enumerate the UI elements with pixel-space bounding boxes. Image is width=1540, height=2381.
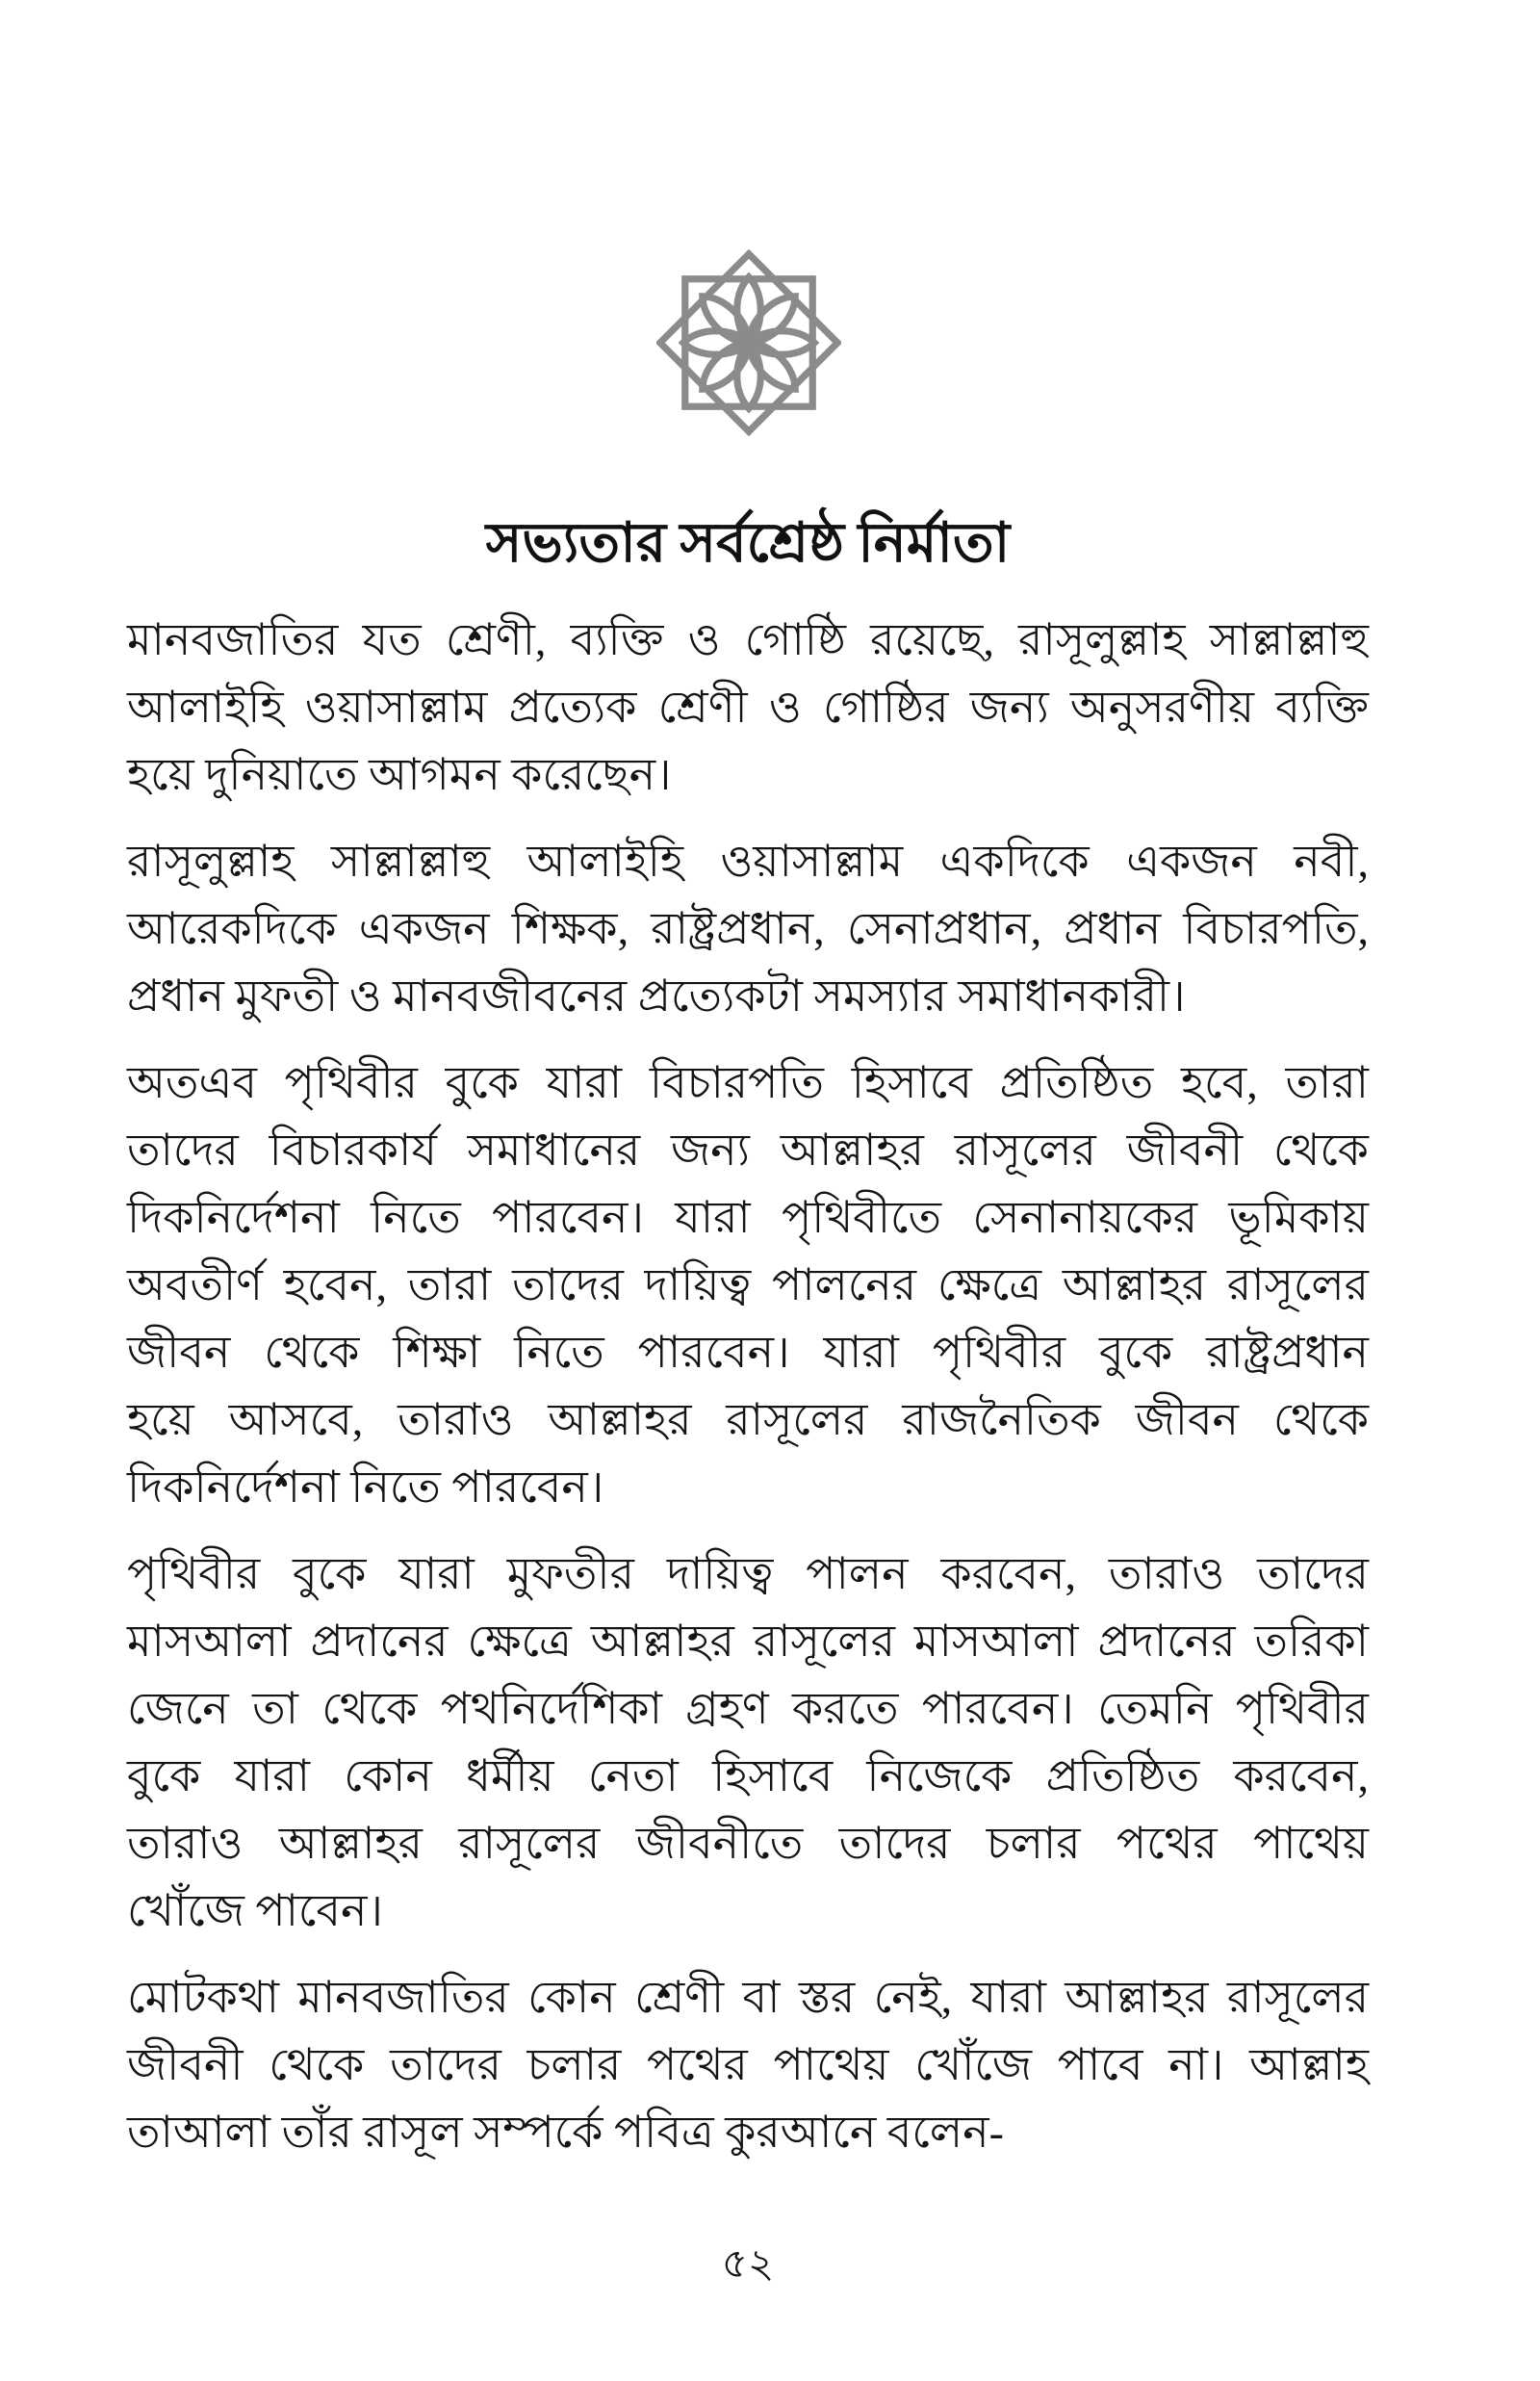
text-line: মোটকথা মানবজাতির কোন শ্রেণী বা স্তর নেই, যারা আল্লাহর রাসূলের	[127, 1973, 1369, 2022]
text-line: তারাও আল্লাহর রাসূলের জীবনীতে তাদের চলার পথের পাথেয়	[127, 1819, 1369, 1868]
text-line: জেনে তা থেকে পথনির্দেশিকা গ্রহণ করতে পারবেন। তেমনি পৃথিবীর	[127, 1684, 1369, 1733]
text-line: তাআলা তাঁর রাসূল সম্পর্কে পবিত্র কুরআনে বলেন-	[127, 2108, 1004, 2157]
page-number: ৫২	[721, 2242, 775, 2287]
paragraph	[127, 607, 1369, 809]
text-line: জীবন থেকে শিক্ষা নিতে পারবেন। যারা পৃথিবীর বুকে রাষ্ট্রপ্রধান	[127, 1328, 1369, 1377]
petals	[683, 277, 814, 408]
body-text	[127, 607, 1369, 2186]
text-line: পৃথিবীর বুকে যারা মুফতীর দায়িত্ব পালন করবেন, তারাও তাদের	[127, 1549, 1369, 1598]
chapter-title: সভ্যতার সর্বশ্রেষ্ঠ নির্মাতা	[485, 513, 1011, 574]
lotus-star-ornament-icon	[656, 248, 841, 437]
text-line: দিকনির্দেশনা নিতে পারবেন। যারা পৃথিবীতে সেনানায়কের ভূমিকায়	[127, 1193, 1369, 1242]
text-line: অবতীর্ণ হবেন, তারা তাদের দায়িত্ব পালনের ক্ষেত্রে আল্লাহর রাসূলের	[127, 1260, 1369, 1309]
paragraph	[127, 1049, 1369, 1521]
text-line: দিকনির্দেশনা নিতে পারবেন।	[127, 1462, 604, 1512]
text-line: খোঁজে পাবেন।	[127, 1886, 383, 1935]
text-line: রাসূলুল্লাহ সাল্লাল্লাহু আলাইহি ওয়াসাল্লাম একদিকে একজন নবী,	[127, 837, 1369, 886]
text-line: হয়ে আসবে, তারাও আল্লাহর রাসূলের রাজনৈতিক জীবন থেকে	[127, 1395, 1369, 1444]
text-line: মাসআলা প্রদানের ক্ষেত্রে আল্লাহর রাসূলের মাসআলা প্রদানের তরিকা	[127, 1617, 1369, 1666]
paragraph	[127, 1540, 1369, 1945]
text-line: প্রধান মুফতী ও মানবজীবনের প্রত্যেকটা সমস্যার সমাধানকারী।	[127, 971, 1186, 1021]
text-line: মানবজাতির যত শ্রেণী, ব্যক্তি ও গোষ্ঠি রয়েছে, রাসূলুল্লাহ সাল্লাল্লাহু	[127, 615, 1369, 664]
paragraph	[127, 1964, 1369, 2166]
paragraph	[127, 828, 1369, 1030]
text-line: অতএব পৃথিবীর বুকে যারা বিচারপতি হিসাবে প্রতিষ্ঠিত হবে, তারা	[127, 1058, 1369, 1107]
text-line: তাদের বিচারকার্য সমাধানের জন্য আল্লাহর রাসূলের জীবনী থেকে	[127, 1126, 1369, 1175]
text-line: আলাইহি ওয়াসাল্লাম প্রত্যেক শ্রেণী ও গোষ্ঠির জন্য অনুসরণীয় ব্যক্তি	[127, 683, 1369, 732]
text-line: বুকে যারা কোন ধর্মীয় নেতা হিসাবে নিজেকে প্রতিষ্ঠিত করবেন,	[127, 1751, 1369, 1800]
text-line: আরেকদিকে একজন শিক্ষক, রাষ্ট্রপ্রধান, সেনাপ্রধান, প্রধান বিচারপতি,	[127, 904, 1369, 953]
text-line: জীবনী থেকে তাদের চলার পথের পাথেয় খোঁজে পাবে না। আল্লাহ	[127, 2040, 1369, 2089]
text-line: হয়ে দুনিয়াতে আগমন করেছেন।	[127, 750, 672, 799]
